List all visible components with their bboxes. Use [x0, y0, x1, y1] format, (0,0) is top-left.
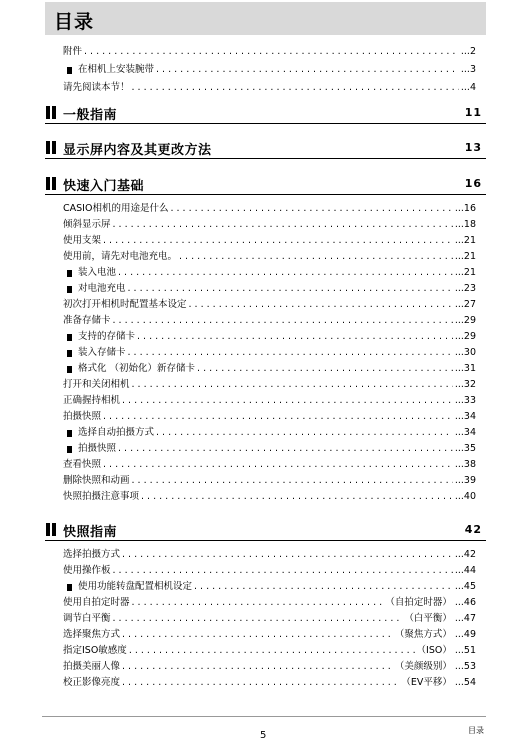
entry-label: CASIO相机的用途是什么 — [63, 203, 169, 214]
entry-page: ...2 — [460, 46, 476, 57]
toc-entry[interactable] — [63, 627, 476, 641]
chapter-page: 13 — [464, 141, 482, 154]
chapter-heading[interactable] — [45, 520, 486, 541]
leader-dots — [113, 315, 453, 327]
title-bar — [45, 2, 486, 35]
entry-label: 装入电池 — [78, 267, 117, 278]
leader-dots — [132, 475, 453, 487]
entry-setting-name: （ISO） — [416, 645, 452, 656]
entry-page: ...29 — [454, 331, 476, 342]
entry-setting-name: （聚焦方式） — [394, 629, 452, 640]
leader-dots — [84, 46, 459, 58]
leader-dots — [156, 64, 459, 76]
entry-page: ...18 — [454, 219, 476, 230]
entry-label: 快照拍摄注意事项 — [63, 491, 140, 502]
toc-subentry[interactable] — [66, 425, 476, 439]
leader-dots — [194, 581, 453, 593]
chapter-marker-icon — [46, 106, 56, 119]
toc-entry[interactable] — [63, 595, 476, 609]
toc-entry[interactable] — [63, 249, 476, 263]
bullet-square-icon — [67, 67, 72, 74]
leader-dots — [170, 203, 452, 215]
entry-page: ...21 — [454, 235, 476, 246]
toc-entry[interactable] — [63, 80, 476, 94]
entry-label: 指定ISO敏感度 — [63, 645, 127, 656]
chapter-heading[interactable] — [45, 174, 486, 195]
entry-label: 选择自动拍摄方式 — [78, 427, 155, 438]
entry-page: ...33 — [454, 395, 476, 406]
toc-subentry[interactable] — [66, 265, 476, 279]
entry-label: 正确握持相机 — [63, 395, 121, 406]
leader-dots — [122, 549, 453, 561]
chapter-title: 显示屏内容及其更改方法 — [63, 143, 212, 158]
toc-entry[interactable] — [63, 473, 476, 487]
entry-page: ...42 — [454, 549, 476, 560]
leader-dots — [103, 411, 453, 423]
entry-setting-name: （白平衡） — [404, 613, 452, 624]
chapter-title: 快照指南 — [63, 525, 118, 540]
entry-page: ...40 — [454, 491, 476, 502]
entry-page: ...30 — [454, 347, 476, 358]
leader-dots — [197, 363, 453, 375]
footer-section-label: 目录 — [468, 726, 484, 735]
toc-subentry[interactable] — [66, 345, 476, 359]
entry-label: 在相机上安装腕带 — [78, 64, 155, 75]
toc-subentry[interactable] — [66, 329, 476, 343]
entry-label: 使用支架 — [63, 235, 102, 246]
chapter-marker-icon — [46, 523, 56, 536]
entry-label: 校正影像亮度 — [63, 677, 121, 688]
entry-label: 对电池充电 — [78, 283, 126, 294]
entry-page: ...45 — [454, 581, 476, 592]
toc-entry[interactable] — [63, 233, 476, 247]
entry-label: 倾斜显示屏 — [63, 219, 111, 230]
entry-label: 装入存储卡 — [78, 347, 126, 358]
toc-entry[interactable] — [63, 377, 476, 391]
leader-dots — [128, 283, 453, 295]
toc-subentry[interactable] — [66, 62, 476, 76]
bullet-square-icon — [67, 350, 72, 357]
entry-page: ...27 — [454, 299, 476, 310]
page-title: 目录 — [54, 11, 95, 33]
entry-label: 附件 — [63, 46, 83, 57]
entry-label: 格式化 （初始化）新存储卡 — [78, 363, 196, 374]
entry-label: 打开和关闭相机 — [63, 379, 130, 390]
chapter-page: 11 — [464, 106, 482, 119]
toc-entry[interactable] — [63, 659, 476, 673]
leader-dots — [132, 597, 384, 609]
entry-label: 初次打开相机时配置基本设定 — [63, 299, 187, 310]
bullet-square-icon — [67, 286, 72, 293]
toc-entry[interactable] — [63, 201, 476, 215]
entry-label: 选择聚焦方式 — [63, 629, 121, 640]
bullet-square-icon — [67, 446, 72, 453]
entry-page: ...4 — [460, 82, 476, 93]
toc-entry[interactable] — [63, 563, 476, 577]
entry-page: ...29 — [454, 315, 476, 326]
entry-label: 选择拍摄方式 — [63, 549, 121, 560]
leader-dots — [118, 443, 453, 455]
chapter-marker-icon — [46, 177, 56, 190]
chapter-title: 一般指南 — [63, 108, 118, 123]
entry-label: 支持的存储卡 — [78, 331, 136, 342]
leader-dots — [132, 379, 453, 391]
chapter-heading[interactable] — [45, 103, 486, 124]
chapter-page: 16 — [464, 177, 482, 190]
toc-subentry[interactable] — [66, 281, 476, 295]
toc-entry[interactable] — [63, 217, 476, 231]
leader-dots — [128, 347, 453, 359]
entry-page: ...51 — [454, 645, 476, 656]
entry-page: ...39 — [454, 475, 476, 486]
toc-subentry[interactable] — [66, 361, 476, 375]
entry-label: 拍摄美丽人像 — [63, 661, 121, 672]
leader-dots — [122, 677, 399, 689]
entry-page: ...32 — [454, 379, 476, 390]
bullet-square-icon — [67, 334, 72, 341]
toc-entry[interactable] — [63, 611, 476, 625]
leader-dots — [129, 645, 415, 657]
leader-dots — [118, 267, 453, 279]
toc-entry[interactable] — [63, 489, 476, 503]
entry-page: ...35 — [454, 443, 476, 454]
leader-dots — [113, 219, 453, 231]
toc-entry[interactable] — [63, 409, 476, 423]
entry-label: 查看快照 — [63, 459, 102, 470]
footer-page-number: 5 — [260, 730, 267, 741]
chapter-page: 42 — [464, 523, 482, 536]
leader-dots — [141, 491, 453, 503]
entry-page: ...34 — [454, 427, 476, 438]
bullet-square-icon — [67, 366, 72, 373]
bullet-square-icon — [67, 270, 72, 277]
chapter-title: 快速入门基础 — [63, 179, 145, 194]
toc-entry[interactable] — [63, 393, 476, 407]
toc-entry[interactable] — [63, 44, 476, 58]
entry-page: ...31 — [454, 363, 476, 374]
leader-dots — [113, 565, 453, 577]
leader-dots — [179, 251, 453, 263]
entry-page: ...49 — [454, 629, 476, 640]
entry-page: ...46 — [454, 597, 476, 608]
leader-dots — [113, 613, 403, 625]
toc-entry[interactable] — [63, 643, 476, 657]
toc-entry[interactable] — [63, 457, 476, 471]
chapter-heading[interactable] — [45, 138, 486, 159]
toc-subentry[interactable] — [66, 441, 476, 455]
entry-label: 删除快照和动画 — [63, 475, 130, 486]
entry-page: ...44 — [454, 565, 476, 576]
entry-label: 准备存储卡 — [63, 315, 111, 326]
entry-page: ...16 — [454, 203, 476, 214]
entry-setting-name: （美颜级别） — [394, 661, 452, 672]
chapter-marker-icon — [46, 141, 56, 154]
entry-setting-name: （EV平移） — [401, 677, 452, 688]
leader-dots — [122, 661, 393, 673]
leader-dots — [137, 331, 453, 343]
entry-label: 调节白平衡 — [63, 613, 111, 624]
entry-label: 使用功能转盘配置相机设定 — [78, 581, 193, 592]
entry-page: ...21 — [454, 267, 476, 278]
entry-page: ...53 — [454, 661, 476, 672]
entry-label: 使用操作板 — [63, 565, 111, 576]
entry-label: 拍摄快照 — [78, 443, 117, 454]
entry-page: ...34 — [454, 411, 476, 422]
toc-entry[interactable] — [63, 313, 476, 327]
entry-label: 请先阅读本节！ — [63, 82, 130, 93]
entry-page: ...23 — [454, 283, 476, 294]
toc-entry[interactable] — [63, 297, 476, 311]
leader-dots — [122, 629, 393, 641]
leader-dots — [156, 427, 453, 439]
leader-dots — [189, 299, 453, 311]
leader-dots — [103, 459, 453, 471]
leader-dots — [122, 395, 453, 407]
entry-page: ...54 — [454, 677, 476, 688]
bullet-square-icon — [67, 584, 72, 591]
entry-page: ...21 — [454, 251, 476, 262]
leader-dots — [103, 235, 453, 247]
entry-page: ...38 — [454, 459, 476, 470]
entry-label: 使用前，请先对电池充电。 — [63, 251, 178, 262]
entry-label: 拍摄快照 — [63, 411, 102, 422]
entry-label: 使用自拍定时器 — [63, 597, 130, 608]
entry-page: ...3 — [460, 64, 476, 75]
bullet-square-icon — [67, 430, 72, 437]
leader-dots — [132, 82, 459, 94]
entry-page: ...47 — [454, 613, 476, 624]
toc-entry[interactable] — [63, 547, 476, 561]
entry-setting-name: （自拍定时器） — [385, 597, 452, 608]
footer-divider — [42, 716, 486, 717]
toc-entry[interactable] — [63, 675, 476, 689]
toc-subentry[interactable] — [66, 579, 476, 593]
